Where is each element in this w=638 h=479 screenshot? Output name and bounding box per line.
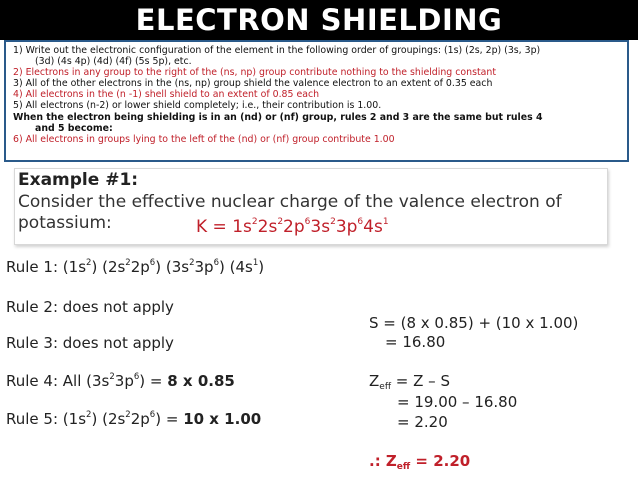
rule-text-8: and 5 become:: [35, 122, 113, 134]
rule-1-grouping: [6, 258, 264, 276]
rule-1-label: Rule 1:: [6, 258, 63, 276]
config-electron-count: 2: [330, 217, 336, 227]
slide-title: ELECTRON SHIELDING: [0, 0, 638, 40]
rule-text-1: 1) Write out the electronic configuration of the element in the following order of groupings: (1s) (2s, 2p) (3s, 3p): [13, 45, 541, 56]
group-orbital: 3s: [92, 372, 110, 390]
example-title: Example #1:: [18, 170, 139, 190]
rule-text-9: 6) All electrons in groups lying to the left of the (nd) or (nf) group contribute 1.00: [13, 133, 395, 145]
group-orbital: 4s: [235, 258, 253, 276]
example-question-line-1: Consider the effective nuclear charge of the valence electron of: [18, 192, 562, 212]
group-orbital: 3p: [194, 258, 214, 276]
group-orbital: 2p: [130, 410, 150, 428]
group-orbital: 3s: [171, 258, 190, 276]
electron-group: $(3s^23p^6)$: [86, 372, 146, 390]
group-electron-count: 2: [109, 372, 115, 382]
final-subscript: eff: [396, 462, 411, 472]
group-orbital: 1s: [68, 258, 87, 276]
rule-2-result: Rule 2: does not apply: [6, 298, 174, 316]
config-orbital: 4s: [363, 217, 383, 237]
config-orbital: 1s: [232, 217, 252, 237]
config-orbital: 2p: [283, 217, 305, 237]
electron-group: $(1s^2)$: [62, 258, 98, 276]
example-question-line-2: potassium:: [18, 213, 112, 233]
electron-group: $(2s^22p^6)$: [102, 258, 162, 276]
rule-5-contribution: 10 x 1.00: [183, 410, 262, 428]
group-electron-count: 1: [252, 258, 259, 268]
group-electron-count: 6: [149, 258, 156, 268]
electron-group: $(2s^22p^6)$: [102, 410, 162, 428]
group-electron-count: 6: [133, 372, 140, 382]
shielding-result: = 16.80: [385, 333, 446, 351]
config-electron-count: 6: [304, 217, 311, 227]
rule-3-result: Rule 3: does not apply: [6, 334, 174, 352]
rule-text-7: When the electron being shielding is in an (nd) or (nf) group, rules 2 and 3 are the same but rules 4: [13, 111, 543, 123]
rule-5-label: Rule 5:: [6, 410, 63, 428]
zeff-formula: [369, 372, 450, 390]
final-prefix: .: Z: [369, 452, 397, 470]
group-orbital: 2s: [107, 258, 126, 276]
config-orbital: 3p: [335, 217, 358, 237]
group-orbital: 2s: [107, 410, 126, 428]
rule-4-label: Rule 4: All: [6, 372, 87, 390]
rule-text-2: (3d) (4s 4p) (4d) (4f) (5s 5p), etc.: [35, 56, 192, 68]
zeff-equation: = Z – S: [391, 372, 450, 390]
zeff-step-2: = 2.20: [397, 413, 448, 431]
group-electron-count: 6: [213, 258, 219, 268]
group-orbital: 2p: [130, 258, 150, 276]
electron-group: $(4s^1)$: [229, 258, 265, 276]
final-value: = 2.20: [410, 452, 471, 470]
config-prefix: K =: [196, 217, 233, 237]
potassium-configuration: [196, 217, 389, 237]
rule-text-3: 2) Electrons in any group to the right of the (ns, np) group contribute nothing to the shielding constant: [13, 67, 496, 79]
electron-group: $(3s^23p^6)$: [165, 258, 225, 276]
rule-text-4: 3) All of the other electrons in the (ns, np) group shield the valence electron to an extent of 0.35 each: [13, 78, 493, 90]
zeff-step-1: = 19.00 – 16.80: [397, 393, 518, 411]
group-electron-count: 2: [125, 410, 131, 420]
rule-5-result: Rule 5: $(1s^2) (2s^22p^6) = 10$ x 1.00: [6, 410, 262, 428]
final-answer: [369, 452, 470, 470]
config-orbital: 2s: [257, 217, 278, 237]
rules-box: [4, 40, 629, 162]
rule-4-result: Rule 4: All $(3s^23p^6) = 8$ x 0.85: [6, 372, 235, 390]
zeff-symbol: Z: [369, 372, 380, 390]
group-electron-count: 2: [189, 258, 195, 268]
group-orbital: 3p: [114, 372, 134, 390]
electron-group: $(1s^2)$: [62, 410, 98, 428]
group-electron-count: 2: [125, 258, 131, 268]
rule-text-5: 4) All electrons in the (n -1) shell shield to an extent of 0.85 each: [13, 89, 320, 101]
shielding-sum: S = (8 x 0.85) + (10 x 1.00): [369, 314, 579, 332]
group-electron-count: 2: [86, 410, 92, 420]
zeff-subscript: eff: [379, 382, 392, 392]
config-electron-count: 2: [277, 217, 284, 227]
group-electron-count: 6: [149, 410, 156, 420]
rule-text-6: 5) All electrons (n-2) or lower shield completely; i.e., their contribution is 1.00.: [13, 100, 382, 112]
group-orbital: 1s: [68, 410, 87, 428]
config-electron-count: 1: [382, 217, 389, 227]
config-electron-count: 6: [357, 217, 364, 227]
rule-4-contribution: 8 x 0.85: [167, 372, 235, 390]
config-electron-count: 2: [251, 217, 258, 227]
config-orbital: 3s: [310, 217, 331, 237]
group-electron-count: 2: [86, 258, 92, 268]
